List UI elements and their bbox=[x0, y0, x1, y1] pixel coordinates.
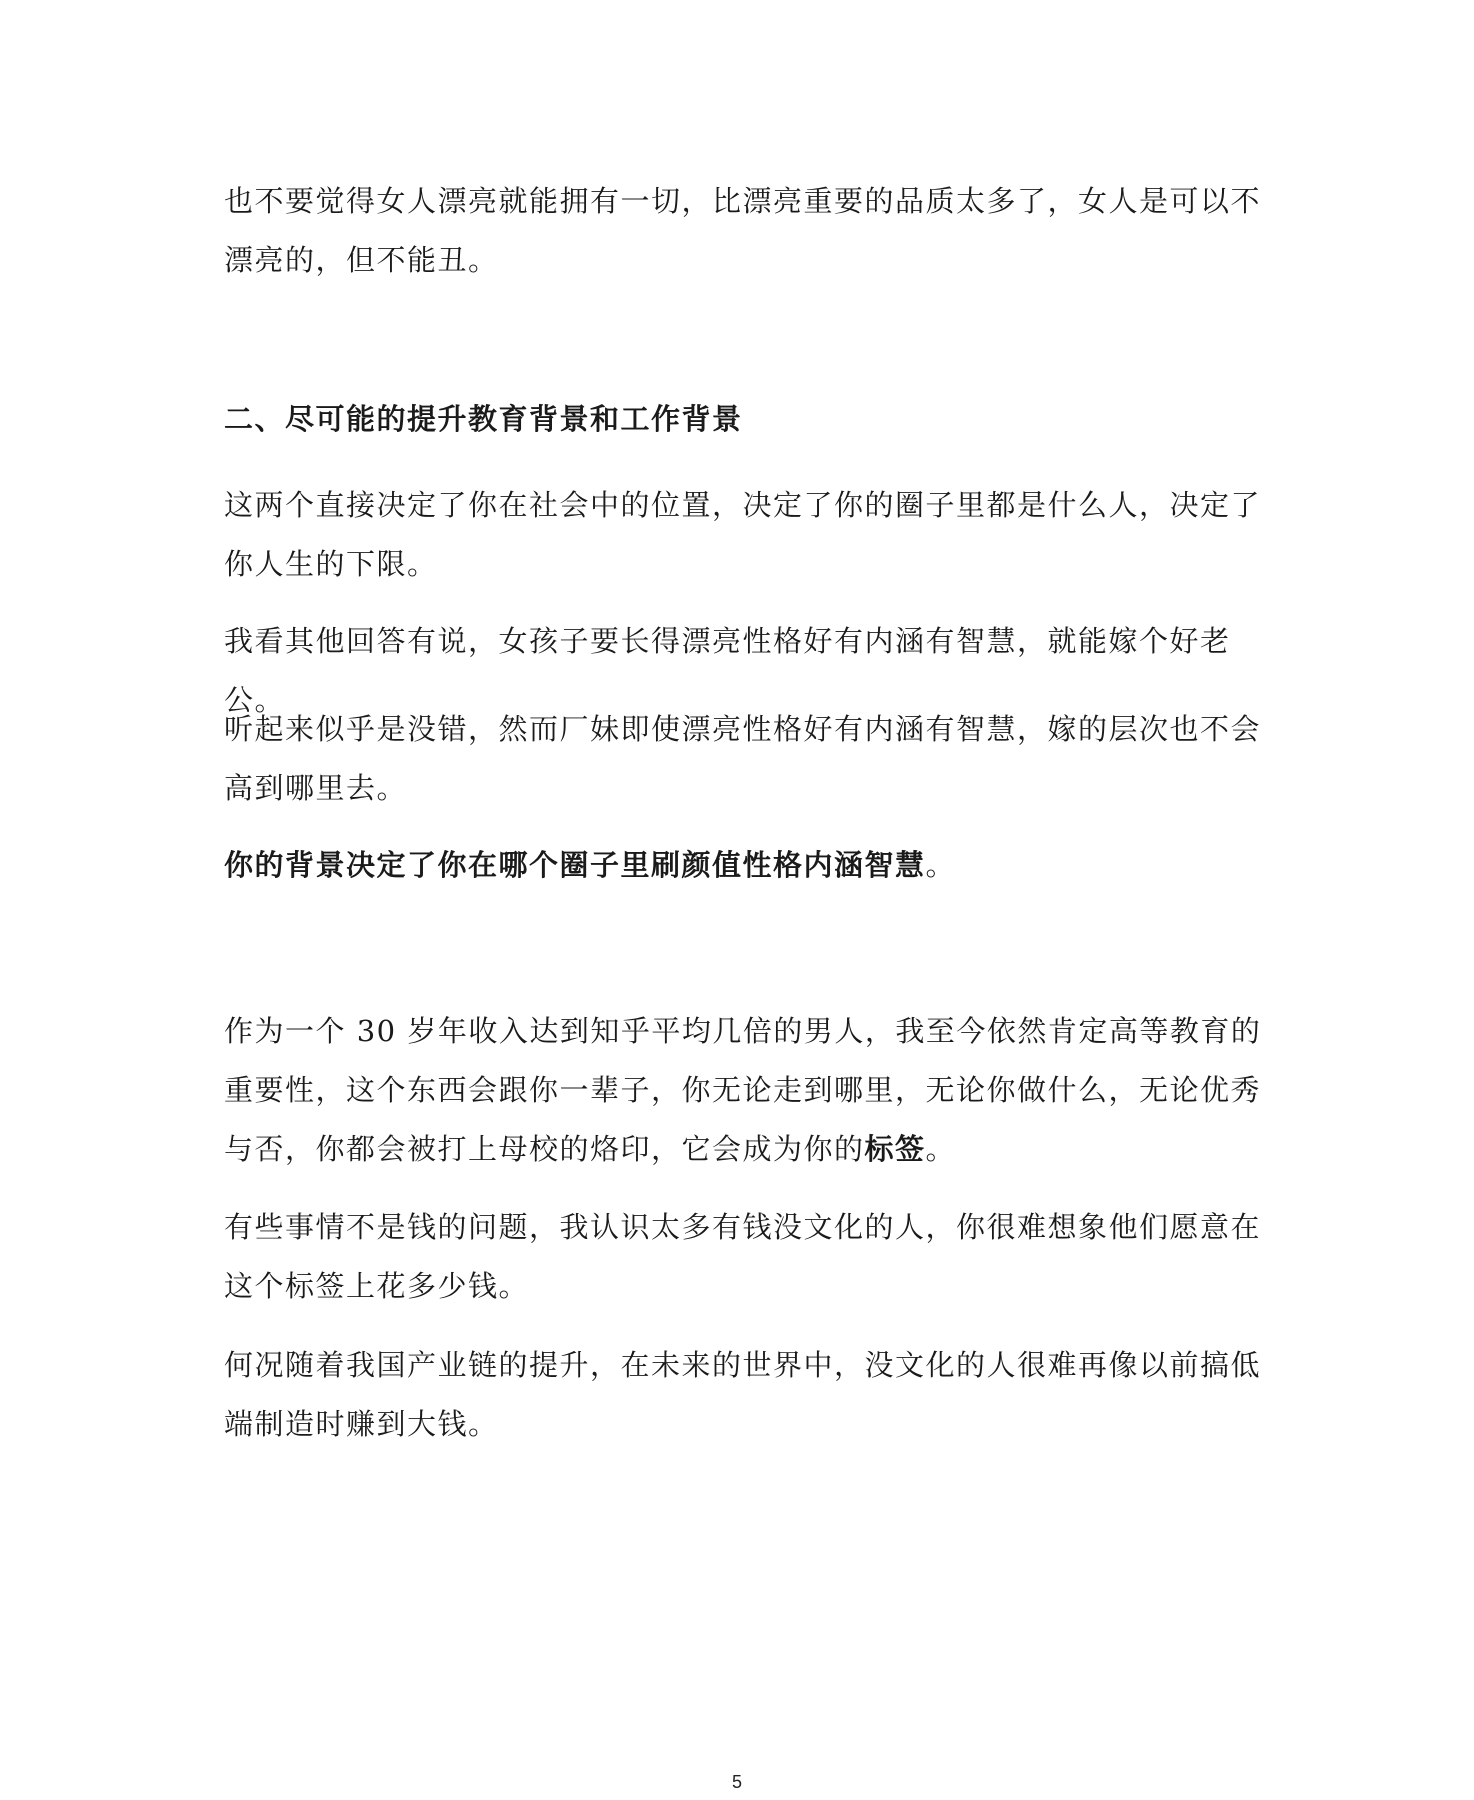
paragraph-money: 有些事情不是钱的问题，我认识太多有钱没文化的人，你很难想象他们愿意在这个标签上花多少钱。 bbox=[224, 1210, 1262, 1303]
paragraph-factory-girl: 听起来似乎是没错，然而厂妹即使漂亮性格好有内涵有智慧，嫁的层次也不会高到哪里去。 bbox=[224, 712, 1262, 805]
paragraph-beauty: 也不要觉得女人漂亮就能拥有一切，比漂亮重要的品质太多了，女人是可以不漂亮的，但不能丑。 bbox=[224, 184, 1262, 277]
period: 。 bbox=[925, 1132, 957, 1166]
paragraph-position: 这两个直接决定了你在社会中的位置，决定了你的圈子里都是什么人，决定了你人生的下限。 bbox=[224, 488, 1262, 581]
bold-background-text: 你的背景决定了你在哪个圈子里刷颜值性格内涵智慧 bbox=[224, 848, 926, 882]
paragraph-higher-education bbox=[224, 1002, 1264, 1179]
paragraph-background-circle bbox=[224, 836, 1264, 895]
section-heading-education: 二、尽可能的提升教育背景和工作背景 bbox=[224, 402, 743, 436]
page-number: 5 bbox=[731, 1772, 742, 1792]
period: 。 bbox=[925, 848, 957, 882]
bold-label-text: 标签 bbox=[864, 1132, 926, 1166]
paragraph-higher-education-text: 作为一个 30 岁年收入达到知乎平均几倍的男人，我至今依然肯定高等教育的重要性，这个东西会跟你一辈子，你无论走到哪里，无论你做什么，无论优秀与否，你都会被打上母校的烙印，它会成为你的 bbox=[224, 1014, 1262, 1166]
paragraph-other-answers: 我看其他回答有说，女孩子要长得漂亮性格好有内涵有智慧，就能嫁个好老公。 bbox=[224, 624, 1231, 717]
paragraph-industry-chain: 何况随着我国产业链的提升，在未来的世界中，没文化的人很难再像以前搞低端制造时赚到大钱。 bbox=[224, 1348, 1262, 1441]
